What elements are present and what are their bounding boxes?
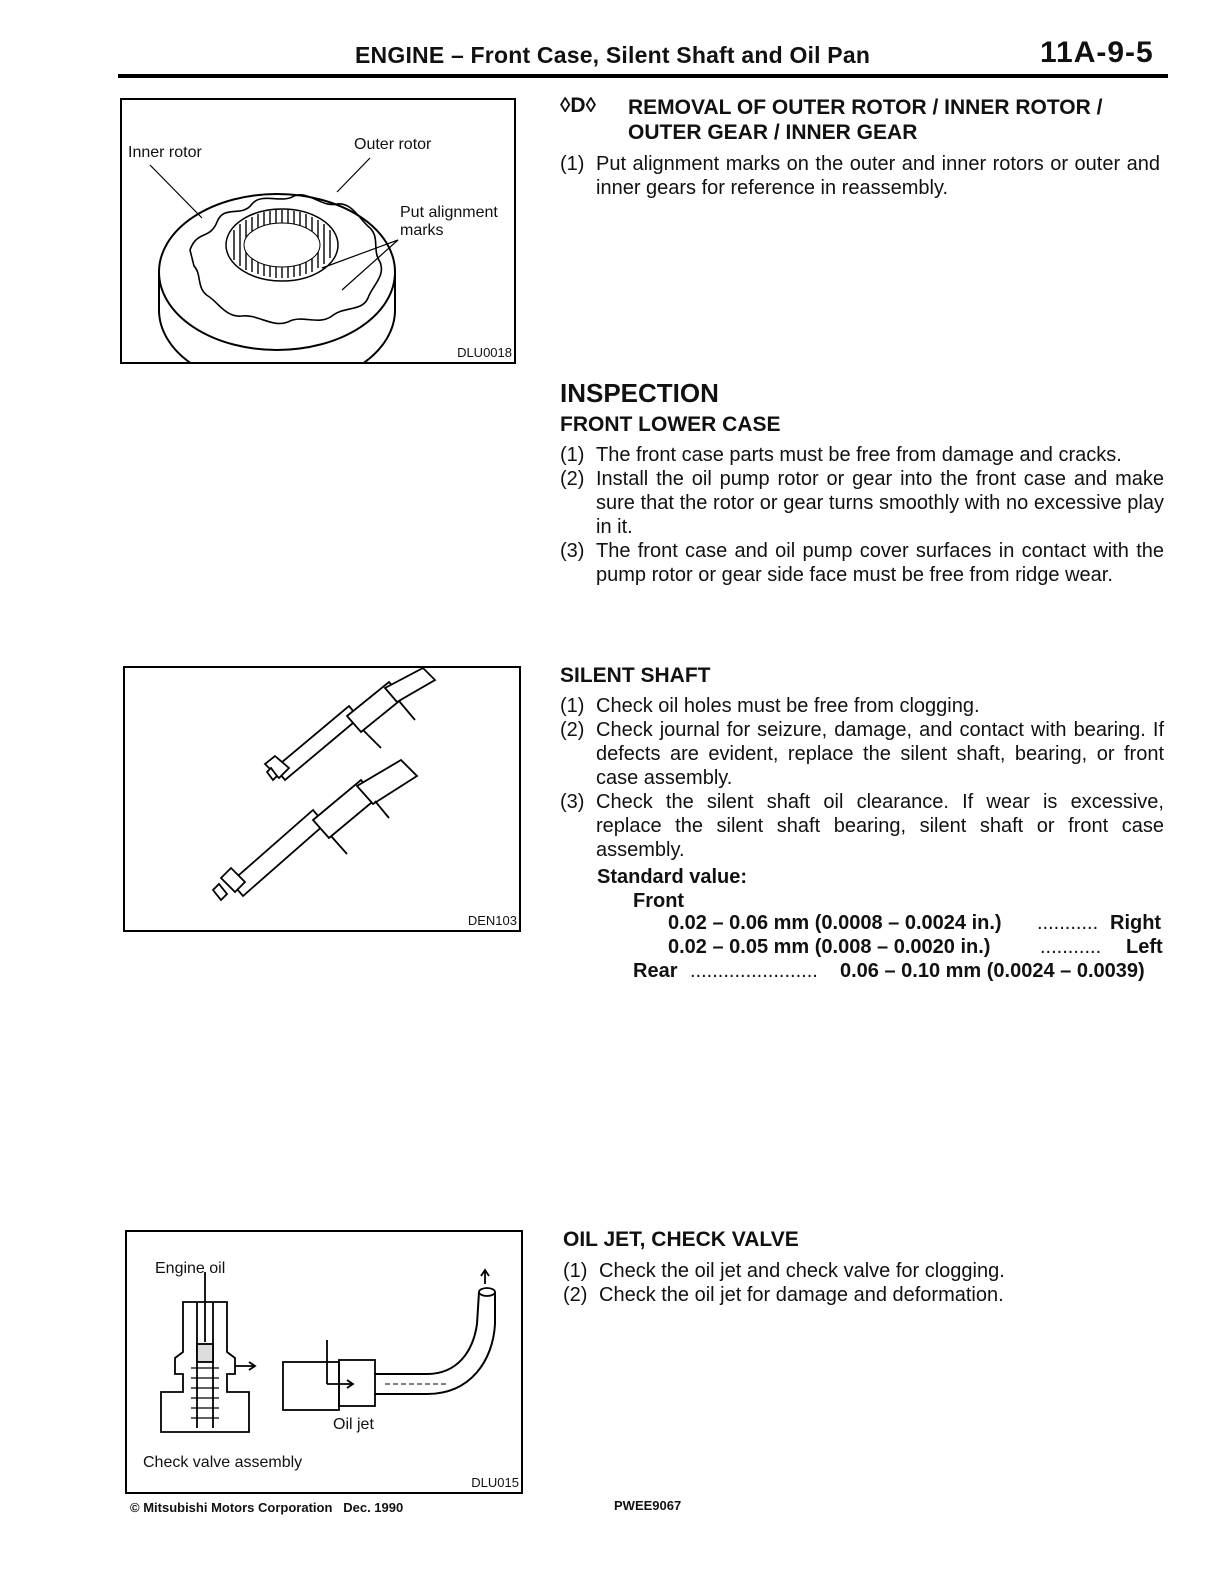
item-text: Check the oil jet and check valve for clogging. — [599, 1260, 1005, 1282]
removal-title-line2: OUTER GEAR / INNER GEAR — [628, 121, 918, 144]
item-text: Check the oil jet for damage and deformation. — [599, 1284, 1004, 1306]
item-text: The front case and oil pump cover surfaces in contact with the pump rotor or gear side face must be free from ridge wear. — [596, 540, 1164, 586]
rotor-illustration — [122, 100, 514, 362]
rotor-figure — [120, 98, 516, 364]
item-number: (1) — [560, 695, 585, 717]
silent-shaft-list — [560, 694, 1164, 862]
list-item — [563, 1283, 1163, 1307]
front-lower-case-heading: FRONT LOWER CASE — [560, 413, 781, 436]
engine-oil-label: Engine oil — [155, 1260, 226, 1277]
outer-rotor-label: Outer rotor — [354, 136, 432, 153]
header-rule — [118, 74, 1168, 78]
list-item — [560, 718, 1164, 790]
item-text: Check journal for seizure, damage, and contact with bearing. If defects are evident, replace the silent shaft, bearing, or front case assembly. — [596, 719, 1164, 789]
list-item — [563, 1259, 1163, 1283]
item-number: (2) — [560, 468, 585, 490]
footer-copyright: © Mitsubishi Motors Corporation Dec. 1990 — [130, 1500, 404, 1515]
inspection-heading: INSPECTION — [560, 378, 719, 408]
item-number: (3) — [560, 540, 585, 562]
page-number: 11A-9-5 — [1040, 36, 1154, 69]
item-text: The front case parts must be free from damage and cracks. — [596, 444, 1122, 466]
footer-code: PWEE9067 — [614, 1498, 682, 1513]
item-text: Check oil holes must be free from clogging. — [596, 695, 980, 717]
front-right-side: Right — [1110, 912, 1162, 934]
standard-value-label: Standard value: — [597, 866, 748, 888]
dot-leader: ........... — [1040, 936, 1102, 958]
list-item — [560, 443, 1164, 467]
item-number: (1) — [560, 444, 585, 466]
rear-label: Rear — [633, 960, 678, 982]
list-item — [560, 790, 1164, 862]
item-number: (1) — [560, 153, 585, 175]
check-valve-label: Check valve assembly — [143, 1454, 303, 1471]
silent-shaft-illustration — [125, 668, 519, 930]
front-left-side: Left — [1126, 936, 1163, 958]
alignment-marks-label-2: marks — [400, 222, 444, 239]
inner-rotor-label: Inner rotor — [128, 144, 202, 161]
front-right-value: 0.02 – 0.06 mm (0.0008 – 0.0024 in.) — [668, 912, 1002, 934]
list-item — [560, 467, 1164, 539]
oil-jet-heading: OIL JET, CHECK VALVE — [563, 1228, 799, 1251]
front-lower-case-list — [560, 443, 1164, 587]
item-number: (3) — [560, 791, 585, 813]
rear-value: 0.06 – 0.10 mm (0.0024 – 0.0039) — [840, 960, 1145, 982]
item-text: Put alignment marks on the outer and inner rotors or outer and inner gears for reference in reassembly. — [596, 153, 1160, 199]
list-item — [560, 694, 1164, 718]
dot-leader: ........... — [1037, 912, 1099, 934]
removal-symbol: ◊D◊ — [560, 94, 596, 117]
item-text: Install the oil pump rotor or gear into the front case and make sure that the rotor or gear turns smoothly with no excessive play in it. — [596, 468, 1164, 538]
alignment-marks-label-1: Put alignment — [400, 204, 498, 221]
item-number: (1) — [563, 1260, 588, 1282]
silent-shaft-figure — [123, 666, 521, 932]
oil-jet-figure — [125, 1230, 523, 1494]
removal-symbol-letter: D — [570, 94, 586, 117]
figure-id: DEN103 — [467, 913, 517, 928]
page-header-title: ENGINE – Front Case, Silent Shaft and Oil Pan — [355, 42, 871, 68]
dot-leader: ....................... — [690, 960, 818, 982]
oil-jet-label: Oil jet — [333, 1416, 374, 1433]
removal-title-line1: REMOVAL OF OUTER ROTOR / INNER ROTOR / — [628, 96, 1103, 119]
silent-shaft-heading: SILENT SHAFT — [560, 664, 711, 687]
figure-id: DLU015 — [471, 1475, 519, 1490]
list-item — [560, 539, 1164, 587]
list-item — [560, 152, 1160, 200]
figure-id: DLU0018 — [457, 345, 512, 360]
front-label: Front — [633, 890, 685, 912]
item-number: (2) — [563, 1284, 588, 1306]
oil-jet-list — [563, 1259, 1163, 1307]
front-left-value: 0.02 – 0.05 mm (0.008 – 0.0020 in.) — [668, 936, 991, 958]
item-text: Check the silent shaft oil clearance. If wear is excessive, replace the silent shaft bearing, silent shaft or front case assembly. — [596, 791, 1164, 861]
item-number: (2) — [560, 719, 585, 741]
